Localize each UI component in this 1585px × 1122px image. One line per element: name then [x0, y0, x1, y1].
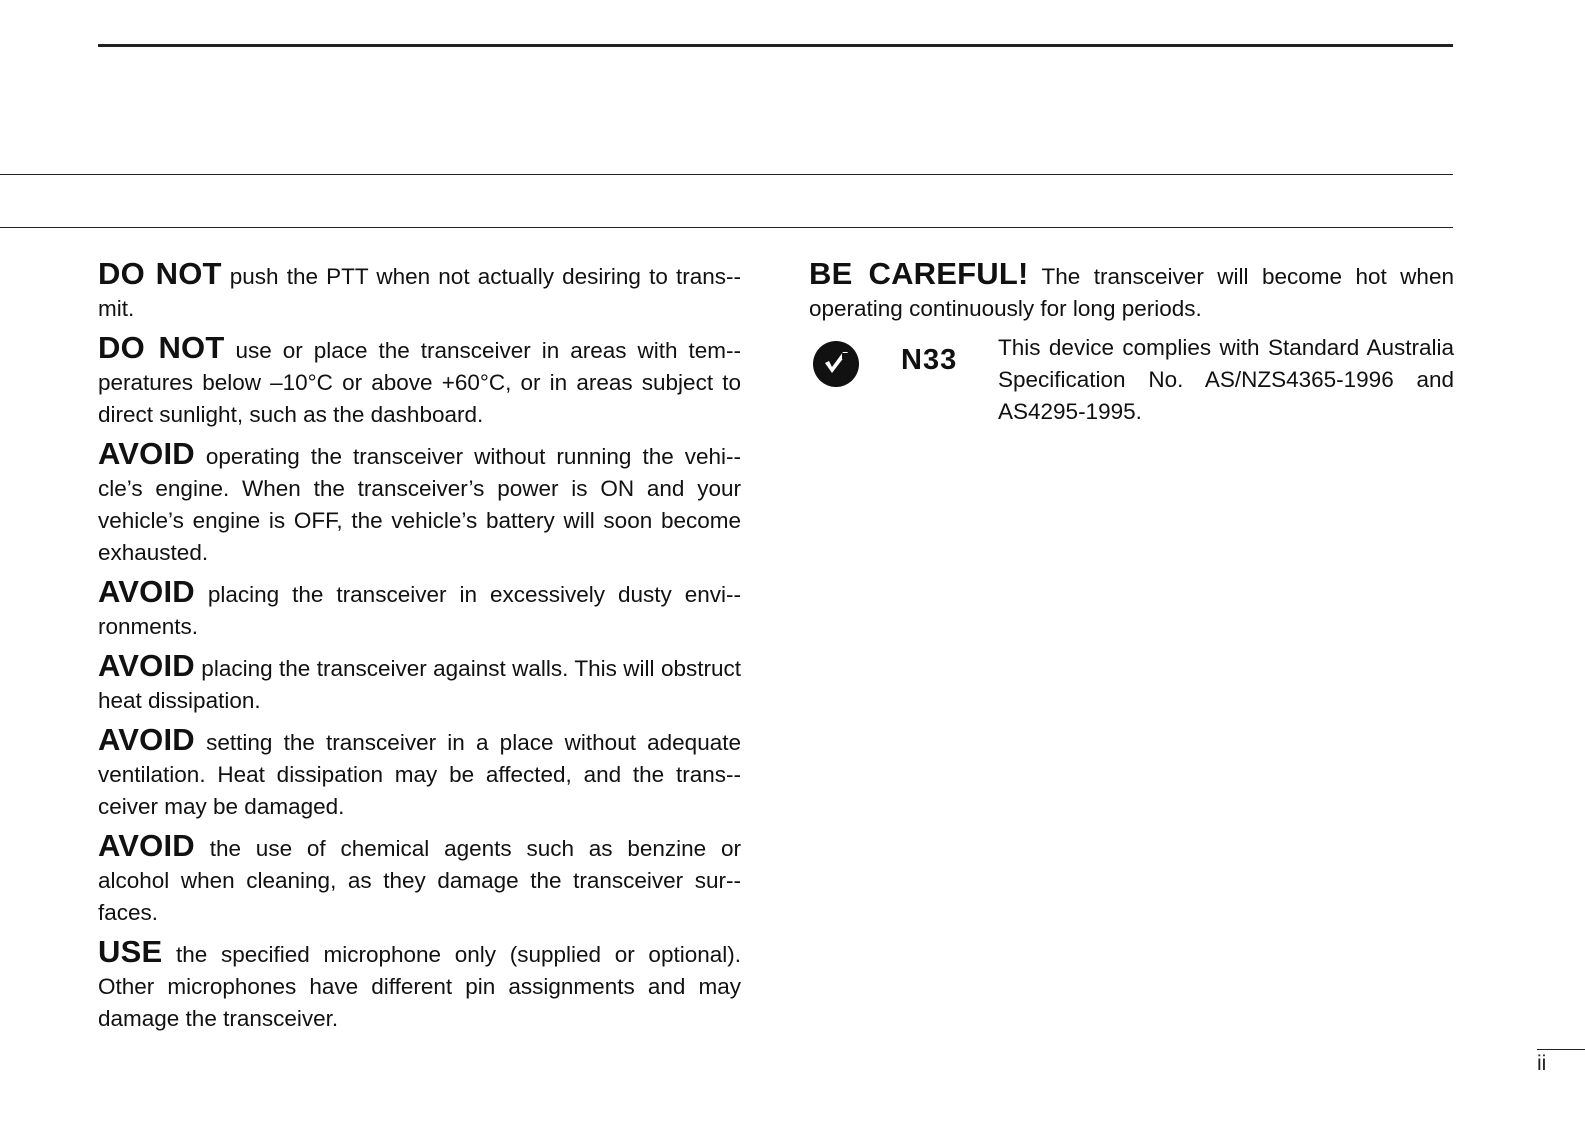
- precaution-item: [98, 332, 741, 431]
- header-rule-lower: [0, 227, 1453, 228]
- page-number-rule: [1537, 1049, 1585, 1050]
- precaution-item: [98, 724, 741, 823]
- precaution-text: push the PTT when not actually desiring to trans-mit.: [98, 264, 741, 321]
- precaution-text: the use of chemical agents such as benzine or alcohol when cleaning, as they damage the transceiver sur-faces.: [98, 836, 741, 925]
- precaution-text: operating the transceiver without running the vehi-cle’s engine. When the transceiver’s power is ON and your vehicle’s engine is OFF, the vehicle’s battery will soon become exhausted.: [98, 444, 741, 565]
- precautions-left-column: [98, 258, 741, 1042]
- precaution-item: [98, 576, 741, 643]
- c-tick-icon: [812, 340, 860, 388]
- precaution-item: [98, 936, 741, 1035]
- precaution-text: placing the transceiver against walls. This will obstruct heat dissipation.: [98, 656, 741, 713]
- compliance-code: N33: [901, 344, 958, 376]
- precaution-item: [98, 258, 741, 325]
- caution-text: The transceiver will become hot when operating continuously for long periods.: [809, 264, 1454, 321]
- precaution-text: placing the transceiver in excessively dusty envi-ronments.: [98, 582, 741, 639]
- precaution-text: setting the transceiver in a place without adequate ventilation. Heat dissipation may be affected, and the trans-ceiver may be damaged.: [98, 730, 741, 819]
- precaution-item: [98, 830, 741, 929]
- page-number: ii: [1537, 1052, 1547, 1075]
- precaution-keyword: AVOID: [98, 722, 195, 757]
- caution-item: [809, 258, 1454, 325]
- precaution-keyword: AVOID: [98, 574, 195, 609]
- precaution-text: use or place the transceiver in areas with tem-peratures below –10°C or above +60°C, or in areas subject to direct sunlight, such as the dashboard.: [98, 338, 741, 427]
- precaution-keyword: AVOID: [98, 648, 195, 683]
- precaution-item: [98, 650, 741, 717]
- precautions-right-column: [809, 258, 1454, 432]
- precaution-keyword: USE: [98, 934, 163, 969]
- caution-keyword: BE CAREFUL!: [809, 256, 1029, 291]
- header-rule-upper: [0, 174, 1453, 175]
- header-rule-top: [98, 44, 1453, 47]
- compliance-text: This device complies with Standard Australia Specification No. AS/NZS4365-1996 and AS4295-1995.: [998, 335, 1454, 424]
- precaution-keyword: AVOID: [98, 436, 195, 471]
- precaution-keyword: DO NOT: [98, 330, 225, 365]
- precaution-item: [98, 438, 741, 569]
- compliance-block: [809, 332, 1454, 432]
- precaution-keyword: DO NOT: [98, 256, 222, 291]
- precaution-text: the specified microphone only (supplied or optional). Other microphones have different pin assignments and may damage the transceiver.: [98, 942, 741, 1031]
- precaution-keyword: AVOID: [98, 828, 195, 863]
